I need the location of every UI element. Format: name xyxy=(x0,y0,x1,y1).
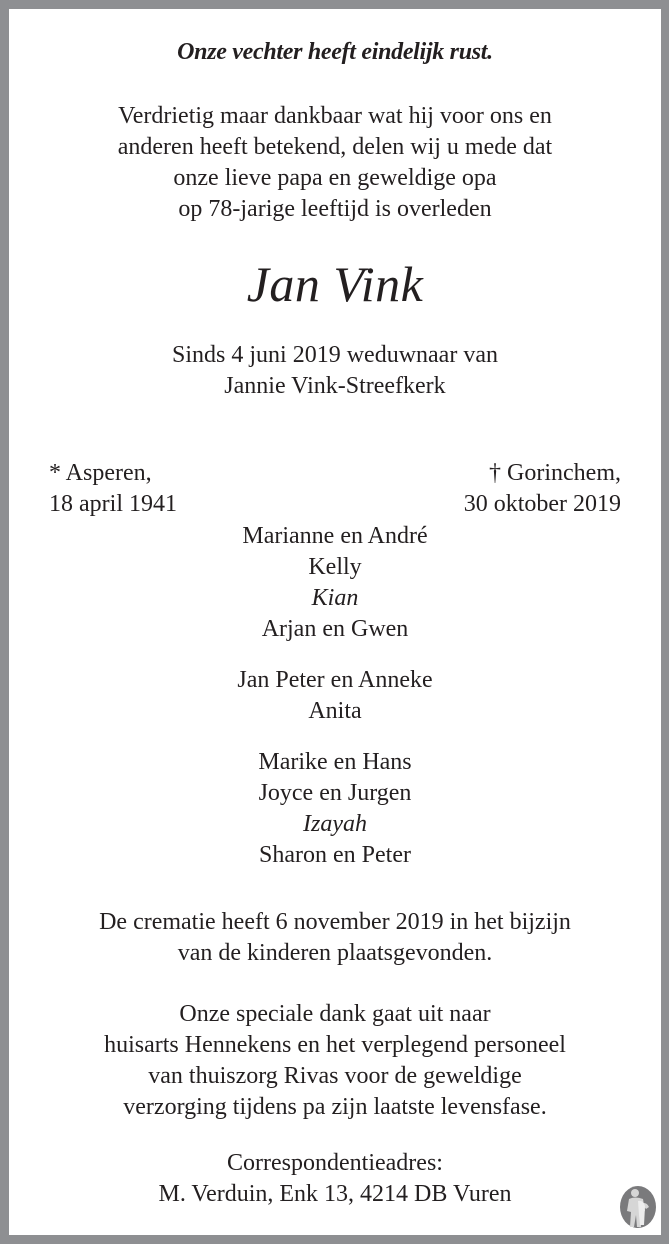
family-list xyxy=(9,521,661,891)
widower-line: Jannie Vink-Streefkerk xyxy=(224,373,446,399)
announcement-line: onze lieve papa en geweldige opa xyxy=(173,165,497,191)
address-label: Correspondentieadres: xyxy=(227,1150,443,1176)
family-member: Marike en Hans xyxy=(258,749,412,775)
announcement-line: op 78-jarige leeftijd is overleden xyxy=(178,196,492,222)
announcement xyxy=(9,101,661,225)
announcement-line: Verdrietig maar dankbaar wat hij voor ons en xyxy=(118,103,552,129)
birth-place: * Asperen, xyxy=(49,460,152,486)
family-member: Joyce en Jurgen xyxy=(258,780,412,806)
obituary-card xyxy=(9,9,661,1235)
deceased-name xyxy=(9,255,661,313)
family-group xyxy=(9,747,661,871)
grandchild-name: Kian xyxy=(311,585,359,611)
grandchild-name: Izayah xyxy=(303,811,367,837)
death-place: † Gorinchem, xyxy=(489,460,621,486)
widower-info xyxy=(9,340,661,402)
widower-line: Sinds 4 juni 2019 weduwnaar van xyxy=(172,342,498,368)
deceased-name-text: Jan Vink xyxy=(246,256,424,312)
thanks-message xyxy=(9,999,661,1123)
thanks-line: verzorging tijdens pa zijn laatste levensfase. xyxy=(123,1094,547,1120)
motto-text: Onze vechter heeft eindelijk rust. xyxy=(177,39,493,65)
family-member: Marianne en André xyxy=(242,523,428,549)
family-member: Kelly xyxy=(308,554,362,580)
address-value: M. Verduin, Enk 13, 4214 DB Vuren xyxy=(158,1181,512,1207)
family-member: Arjan en Gwen xyxy=(261,616,409,642)
family-member: Sharon en Peter xyxy=(259,842,411,868)
embracing-figures-logo-icon xyxy=(619,1185,657,1229)
thanks-line: Onze speciale dank gaat uit naar xyxy=(179,1001,491,1027)
motto xyxy=(9,39,661,66)
correspondence-address xyxy=(9,1148,661,1210)
death-date: 30 oktober 2019 xyxy=(463,491,621,517)
death-info xyxy=(464,458,621,520)
cremation-info xyxy=(9,907,661,969)
announcement-line: anderen heeft betekend, delen wij u mede dat xyxy=(117,134,553,160)
family-group xyxy=(9,521,661,645)
birth-info xyxy=(49,458,177,520)
thanks-line: huisarts Hennekens en het verplegend personeel xyxy=(104,1032,566,1058)
family-group xyxy=(9,665,661,727)
family-member: Jan Peter en Anneke xyxy=(237,667,433,693)
birth-date: 18 april 1941 xyxy=(49,491,177,517)
family-member: Anita xyxy=(308,698,362,724)
thanks-line: van thuiszorg Rivas voor de geweldige xyxy=(148,1063,522,1089)
cremation-line: van de kinderen plaatsgevonden. xyxy=(177,940,493,966)
cremation-line: De crematie heeft 6 november 2019 in het bijzijn xyxy=(99,909,571,935)
